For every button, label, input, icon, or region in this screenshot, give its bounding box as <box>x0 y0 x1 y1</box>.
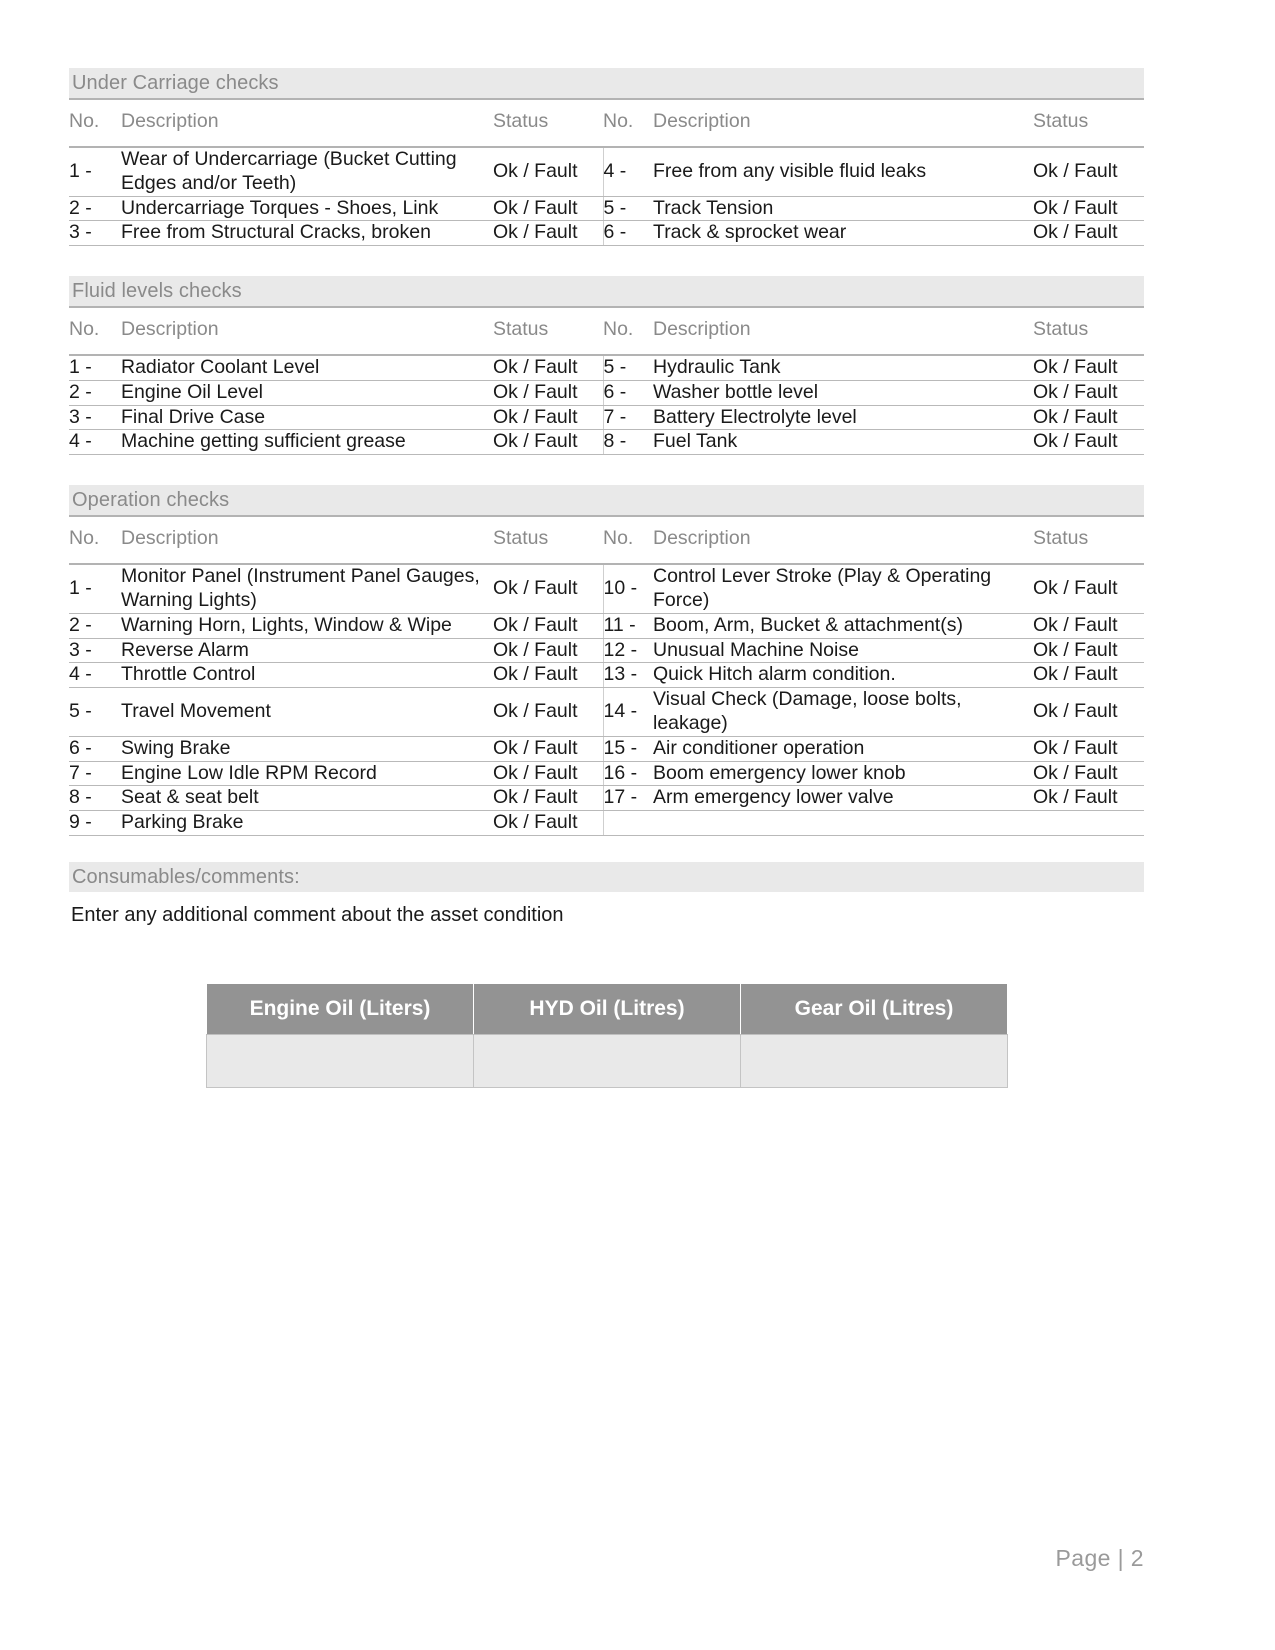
col-status-left: Status <box>493 516 603 564</box>
table-row <box>69 613 1144 638</box>
col-desc-right: Description <box>653 516 1033 564</box>
section-spacer <box>69 246 1144 276</box>
row-status[interactable]: Ok / Fault <box>493 638 603 663</box>
row-status[interactable]: Ok / Fault <box>1033 613 1144 638</box>
col-desc-right: Description <box>653 99 1033 147</box>
row-status[interactable]: Ok / Fault <box>493 355 603 380</box>
table-row <box>69 405 1144 430</box>
row-status[interactable]: Ok / Fault <box>1033 736 1144 761</box>
table-row <box>69 638 1144 663</box>
row-status[interactable]: Ok / Fault <box>493 688 603 737</box>
row-description: Fuel Tank <box>653 430 1033 455</box>
row-description: Free from Structural Cracks, broken <box>121 221 493 246</box>
col-desc-right: Description <box>653 307 1033 355</box>
row-status[interactable]: Ok / Fault <box>493 564 603 613</box>
col-status-left: Status <box>493 307 603 355</box>
table-row <box>69 786 1144 811</box>
operation-checks-table <box>69 515 1144 836</box>
row-status[interactable]: Ok / Fault <box>493 147 603 196</box>
section-spacer <box>69 836 1144 862</box>
row-no: 8 - <box>603 430 653 455</box>
col-no-left: No. <box>69 99 121 147</box>
col-desc-left: Description <box>121 99 493 147</box>
row-description: Air conditioner operation <box>653 736 1033 761</box>
row-no: 3 - <box>69 638 121 663</box>
row-status[interactable]: Ok / Fault <box>1033 638 1144 663</box>
row-no: 13 - <box>603 663 653 688</box>
row-status[interactable]: Ok / Fault <box>493 736 603 761</box>
row-status[interactable]: Ok / Fault <box>1033 380 1144 405</box>
row-no: 11 - <box>603 613 653 638</box>
row-no: 4 - <box>603 147 653 196</box>
row-no: 4 - <box>69 430 121 455</box>
row-description: Arm emergency lower valve <box>653 786 1033 811</box>
col-desc-left: Description <box>121 516 493 564</box>
row-description: Final Drive Case <box>121 405 493 430</box>
table-header-row <box>69 516 1144 564</box>
row-description: Unusual Machine Noise <box>653 638 1033 663</box>
col-no-right: No. <box>603 99 653 147</box>
row-status[interactable]: Ok / Fault <box>1033 405 1144 430</box>
row-description-empty <box>653 811 1033 836</box>
oil-col-hyd-oil: HYD Oil (Litres) <box>474 983 741 1034</box>
col-no-left: No. <box>69 307 121 355</box>
row-no: 1 - <box>69 355 121 380</box>
col-no-right: No. <box>603 516 653 564</box>
row-status[interactable]: Ok / Fault <box>1033 221 1144 246</box>
table-row <box>69 688 1144 737</box>
section-spacer <box>69 455 1144 485</box>
row-status[interactable]: Ok / Fault <box>1033 355 1144 380</box>
row-description: Free from any visible fluid leaks <box>653 147 1033 196</box>
row-description: Parking Brake <box>121 811 493 836</box>
row-no: 1 - <box>69 147 121 196</box>
row-description: Boom emergency lower knob <box>653 761 1033 786</box>
row-status[interactable]: Ok / Fault <box>493 811 603 836</box>
table-header-row <box>69 307 1144 355</box>
row-status[interactable]: Ok / Fault <box>493 663 603 688</box>
row-status[interactable]: Ok / Fault <box>493 196 603 221</box>
row-status[interactable]: Ok / Fault <box>1033 147 1144 196</box>
table-row <box>69 380 1144 405</box>
under-carriage-checks-table <box>69 98 1144 246</box>
row-description: Machine getting sufficient grease <box>121 430 493 455</box>
row-status[interactable]: Ok / Fault <box>493 380 603 405</box>
row-description: Battery Electrolyte level <box>653 405 1033 430</box>
row-description: Travel Movement <box>121 688 493 737</box>
row-no: 5 - <box>603 355 653 380</box>
row-no: 15 - <box>603 736 653 761</box>
row-description: Reverse Alarm <box>121 638 493 663</box>
oil-cell-engine-oil[interactable] <box>207 1034 474 1087</box>
row-no: 1 - <box>69 564 121 613</box>
row-description: Engine Low Idle RPM Record <box>121 761 493 786</box>
row-status[interactable]: Ok / Fault <box>493 430 603 455</box>
col-desc-left: Description <box>121 307 493 355</box>
row-no: 4 - <box>69 663 121 688</box>
table-row <box>69 663 1144 688</box>
row-no: 6 - <box>603 380 653 405</box>
table-row <box>69 564 1144 613</box>
row-description: Boom, Arm, Bucket & attachment(s) <box>653 613 1033 638</box>
row-no: 5 - <box>603 196 653 221</box>
col-no-right: No. <box>603 307 653 355</box>
row-description: Track & sprocket wear <box>653 221 1033 246</box>
row-no: 6 - <box>69 736 121 761</box>
row-description: Radiator Coolant Level <box>121 355 493 380</box>
table-row <box>69 355 1144 380</box>
fluid-levels-checks-table <box>69 306 1144 455</box>
row-status[interactable]: Ok / Fault <box>1033 761 1144 786</box>
table-row <box>69 811 1144 836</box>
top-spacer <box>69 0 1144 68</box>
oil-cell-gear-oil[interactable] <box>741 1034 1008 1087</box>
row-status[interactable]: Ok / Fault <box>493 405 603 430</box>
section-header-consumables: Consumables/comments: <box>69 862 1144 892</box>
col-status-right: Status <box>1033 307 1144 355</box>
oil-quantities-table <box>206 983 1008 1088</box>
row-no: 6 - <box>603 221 653 246</box>
row-status[interactable]: Ok / Fault <box>493 221 603 246</box>
row-no: 5 - <box>69 688 121 737</box>
row-description: Throttle Control <box>121 663 493 688</box>
col-status-left: Status <box>493 99 603 147</box>
table-row <box>69 196 1144 221</box>
row-status[interactable]: Ok / Fault <box>1033 564 1144 613</box>
row-description: Undercarriage Torques - Shoes, Link <box>121 196 493 221</box>
row-no: 7 - <box>69 761 121 786</box>
section-header-fluid-levels: Fluid levels checks <box>69 276 1144 306</box>
row-description: Seat & seat belt <box>121 786 493 811</box>
row-no: 14 - <box>603 688 653 737</box>
oil-table-row <box>207 1034 1008 1087</box>
row-description: Wear of Undercarriage (Bucket Cutting Edges and/or Teeth) <box>121 147 493 196</box>
row-status[interactable]: Ok / Fault <box>493 786 603 811</box>
row-description: Washer bottle level <box>653 380 1033 405</box>
row-no: 2 - <box>69 613 121 638</box>
row-status-empty <box>1033 811 1144 836</box>
comment-prompt-text: Enter any additional comment about the asset condition <box>71 903 564 926</box>
row-no: 8 - <box>69 786 121 811</box>
oil-table-header-row <box>207 983 1008 1034</box>
section-header-operation: Operation checks <box>69 485 1144 515</box>
row-status[interactable]: Ok / Fault <box>1033 196 1144 221</box>
row-description: Visual Check (Damage, loose bolts, leakage) <box>653 688 1033 737</box>
table-row <box>69 221 1144 246</box>
row-description: Hydraulic Tank <box>653 355 1033 380</box>
col-status-right: Status <box>1033 99 1144 147</box>
row-no: 7 - <box>603 405 653 430</box>
oil-col-gear-oil: Gear Oil (Litres) <box>741 983 1008 1034</box>
table-row <box>69 736 1144 761</box>
page-footer: Page | 2 <box>1055 1545 1144 1571</box>
oil-cell-hyd-oil[interactable] <box>474 1034 741 1087</box>
document-page <box>69 0 1144 1650</box>
row-description: Control Lever Stroke (Play & Operating Force) <box>653 564 1033 613</box>
row-no: 16 - <box>603 761 653 786</box>
table-row <box>69 147 1144 196</box>
oil-col-engine-oil: Engine Oil (Liters) <box>207 983 474 1034</box>
section-header-under-carriage: Under Carriage checks <box>69 68 1144 98</box>
row-description: Track Tension <box>653 196 1033 221</box>
row-no: 3 - <box>69 221 121 246</box>
row-no: 12 - <box>603 638 653 663</box>
row-status[interactable]: Ok / Fault <box>1033 688 1144 737</box>
col-no-left: No. <box>69 516 121 564</box>
oil-table-container <box>69 983 1144 1088</box>
row-status[interactable]: Ok / Fault <box>1033 663 1144 688</box>
row-status[interactable]: Ok / Fault <box>1033 786 1144 811</box>
row-no: 17 - <box>603 786 653 811</box>
table-header-row <box>69 99 1144 147</box>
row-no-empty <box>603 811 653 836</box>
row-status[interactable]: Ok / Fault <box>493 761 603 786</box>
row-no: 2 - <box>69 380 121 405</box>
table-row <box>69 761 1144 786</box>
row-no: 3 - <box>69 405 121 430</box>
row-status[interactable]: Ok / Fault <box>1033 430 1144 455</box>
row-no: 2 - <box>69 196 121 221</box>
row-description: Swing Brake <box>121 736 493 761</box>
row-description: Quick Hitch alarm condition. <box>653 663 1033 688</box>
table-row <box>69 430 1144 455</box>
row-description: Monitor Panel (Instrument Panel Gauges, Warning Lights) <box>121 564 493 613</box>
row-description: Warning Horn, Lights, Window & Wipe <box>121 613 493 638</box>
col-status-right: Status <box>1033 516 1144 564</box>
row-description: Engine Oil Level <box>121 380 493 405</box>
row-no: 9 - <box>69 811 121 836</box>
row-no: 10 - <box>603 564 653 613</box>
row-status[interactable]: Ok / Fault <box>493 613 603 638</box>
